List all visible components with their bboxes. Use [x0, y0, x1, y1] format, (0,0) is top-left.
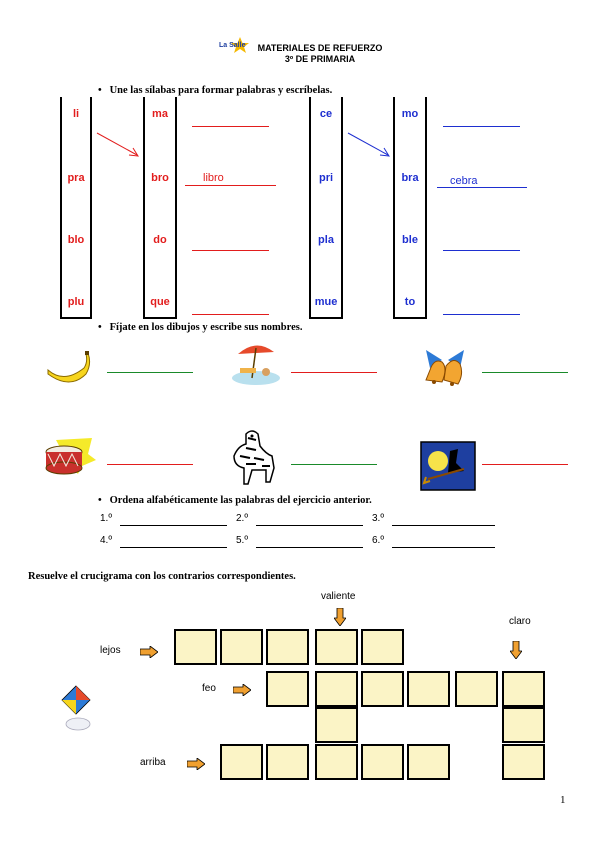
crossword-instruction: Resuelve el crucigrama con los contrarios correspondientes.	[28, 571, 296, 582]
answer-libro: libro	[203, 172, 224, 184]
order-item-3	[372, 513, 384, 524]
order-label-6: 6.º	[372, 535, 384, 546]
drum-image	[42, 436, 98, 476]
answer-line-red-3[interactable]	[192, 250, 269, 251]
answer-line-blue-1[interactable]	[443, 126, 520, 127]
syllable-column-4	[393, 97, 427, 319]
syllable-column-2	[143, 97, 177, 319]
order-label-5: 5.º	[236, 535, 248, 546]
crossword-cell[interactable]	[315, 629, 358, 665]
answer-line-blue-4[interactable]	[443, 314, 520, 315]
crossword-cell[interactable]	[266, 629, 309, 665]
syllable-column-1	[60, 97, 92, 319]
crossword-cell[interactable]	[502, 671, 545, 707]
answer-line-zebra[interactable]	[291, 464, 377, 465]
order-item-6	[372, 535, 384, 546]
order-line-4[interactable]	[120, 547, 227, 548]
exercise3-instruction: • Ordena alfabéticamente las palabras del ejercicio anterior.	[98, 495, 372, 506]
crossword-cell[interactable]	[315, 707, 358, 743]
order-item-1	[100, 513, 112, 524]
answer-line-bells[interactable]	[482, 372, 568, 373]
order-label-3: 3.º	[372, 513, 384, 524]
exercise1-instruction-text: Une las sílabas para formar palabras y escríbelas.	[109, 85, 333, 96]
right-arrow-icon-arriba	[187, 758, 205, 770]
exercise2-instruction-text: Fíjate en los dibujos y escribe sus nombres.	[109, 322, 303, 333]
blue-connecting-arrow-icon	[346, 130, 394, 160]
crossword-cell[interactable]	[315, 671, 358, 707]
syllable-plu: plu	[67, 296, 85, 308]
clue-lejos: lejos	[100, 645, 121, 656]
syllable-ce: ce	[319, 108, 333, 120]
syllable-que: que	[150, 296, 170, 308]
syllable-do: do	[153, 234, 167, 246]
crossword-cell[interactable]	[361, 629, 404, 665]
answer-line-blue-3[interactable]	[443, 250, 520, 251]
order-line-3[interactable]	[392, 525, 495, 526]
crossword-cell[interactable]	[220, 744, 263, 780]
red-connecting-arrow-icon	[95, 130, 143, 160]
syllable-column-3	[309, 97, 343, 319]
syllable-li: li	[72, 108, 80, 120]
title-line-1: MATERIALES DE REFUERZO	[257, 43, 383, 53]
clue-feo: feo	[202, 683, 216, 694]
order-label-4: 4.º	[100, 535, 112, 546]
clue-arriba: arriba	[140, 757, 166, 768]
exercise2-instruction: • Fíjate en los dibujos y escribe sus nombres.	[98, 322, 303, 333]
logo-text: La Salle	[219, 42, 246, 49]
order-item-4	[100, 535, 112, 546]
syllable-mo: mo	[401, 108, 419, 120]
clue-claro: claro	[509, 616, 531, 627]
answer-line-blue-2[interactable]	[437, 187, 527, 188]
order-item-5	[236, 535, 248, 546]
answer-line-red-4[interactable]	[192, 314, 269, 315]
crossword-cell[interactable]	[407, 671, 450, 707]
answer-line-drum[interactable]	[107, 464, 193, 465]
order-item-2	[236, 513, 248, 524]
page-title	[240, 43, 400, 65]
syllable-pri: pri	[318, 172, 334, 184]
right-arrow-icon-lejos	[140, 646, 158, 658]
crossword-cell[interactable]	[266, 744, 309, 780]
crossword-cell[interactable]	[315, 744, 358, 780]
syllable-blo: blo	[67, 234, 85, 246]
order-line-1[interactable]	[120, 525, 227, 526]
crossword-cell[interactable]	[361, 744, 404, 780]
answer-line-red-1[interactable]	[192, 126, 269, 127]
answer-cebra: cebra	[450, 175, 478, 187]
bells-image	[420, 344, 470, 390]
clue-valiente: valiente	[321, 591, 356, 602]
order-label-1: 1.º	[100, 513, 112, 524]
order-label-2: 2.º	[236, 513, 248, 524]
beach-umbrella-image	[226, 338, 286, 388]
order-line-5[interactable]	[256, 547, 363, 548]
crossword-cell[interactable]	[502, 744, 545, 780]
kite-image	[56, 684, 96, 734]
syllable-mue: mue	[314, 296, 338, 308]
syllable-pla: pla	[318, 234, 334, 246]
syllable-to: to	[404, 296, 416, 308]
syllable-ma: ma	[152, 108, 168, 120]
crossword-cell[interactable]	[455, 671, 498, 707]
answer-line-umbrella[interactable]	[291, 372, 377, 373]
crossword-cell[interactable]	[407, 744, 450, 780]
exercise1-instruction: • Une las sílabas para formar palabras y escríbelas.	[98, 85, 333, 96]
crossword-cell[interactable]	[174, 629, 217, 665]
right-arrow-icon-feo	[233, 684, 251, 696]
witch-image	[420, 441, 476, 491]
syllable-bra: bra	[401, 172, 419, 184]
page-number: 1	[560, 794, 566, 806]
crossword-cell[interactable]	[502, 707, 545, 743]
banana-image	[44, 350, 92, 386]
answer-line-witch[interactable]	[482, 464, 568, 465]
order-line-2[interactable]	[256, 525, 363, 526]
exercise3-instruction-text: Ordena alfabéticamente las palabras del ejercicio anterior.	[109, 495, 372, 506]
crossword-cell[interactable]	[220, 629, 263, 665]
crossword-cell[interactable]	[361, 671, 404, 707]
answer-line-banana[interactable]	[107, 372, 193, 373]
syllable-ble: ble	[402, 234, 418, 246]
zebra-image	[226, 426, 282, 488]
title-line-2: 3º DE PRIMARIA	[284, 54, 356, 64]
order-line-6[interactable]	[392, 547, 495, 548]
answer-line-red-2[interactable]	[185, 185, 276, 186]
down-arrow-icon-valiente	[334, 608, 346, 626]
syllable-bro: bro	[151, 172, 169, 184]
down-arrow-icon-claro	[510, 641, 522, 659]
syllable-pra: pra	[67, 172, 85, 184]
crossword-cell[interactable]	[266, 671, 309, 707]
